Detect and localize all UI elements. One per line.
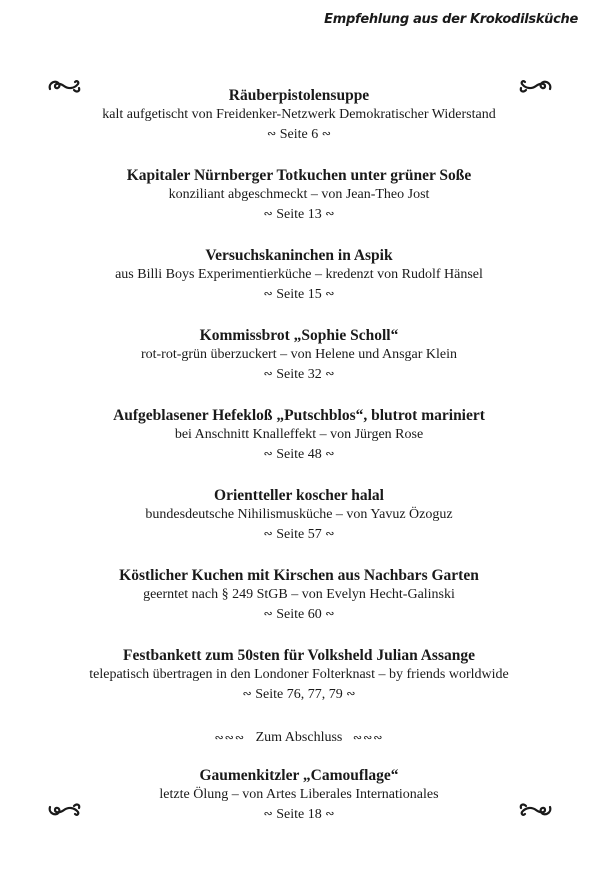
menu-list bbox=[0, 86, 598, 846]
entry-title: Orientteller koscher halal bbox=[214, 487, 384, 504]
right-flourish-icon: ∾ bbox=[346, 688, 356, 700]
entry-title: Aufgeblasener Hefekloß „Putschblos“, blutrot mariniert bbox=[113, 407, 485, 424]
menu-entry bbox=[0, 646, 598, 726]
entry-title: Köstlicher Kuchen mit Kirschen aus Nachbars Garten bbox=[119, 567, 479, 584]
entry-page-ref bbox=[0, 364, 598, 386]
menu-entry bbox=[0, 326, 598, 406]
entry-page: Seite 32 bbox=[276, 367, 322, 382]
entry-subtitle: bei Anschnitt Knalleffekt – von Jürgen Rose bbox=[174, 427, 424, 442]
left-flourish-icon: ∾ bbox=[263, 208, 273, 220]
entry-page-ref bbox=[0, 124, 598, 146]
entry-subtitle: rot-rot-grün überzuckert – von Helene und Ansgar Klein bbox=[140, 347, 458, 362]
entry-page-ref bbox=[0, 684, 598, 706]
entry-title: Gaumenkitzler „Camouflage“ bbox=[199, 767, 399, 784]
menu-entry bbox=[0, 246, 598, 326]
left-flourish-icon: ∾ bbox=[263, 288, 273, 300]
left-flourish-icon: ∾ bbox=[263, 608, 273, 620]
menu-entry bbox=[0, 86, 598, 166]
entry-page: Seite 48 bbox=[276, 447, 322, 462]
left-flourish-icon: ∾ bbox=[242, 688, 252, 700]
right-flourish-icon: ∾ bbox=[325, 448, 335, 460]
left-flourish-icon: ∾ bbox=[267, 128, 277, 140]
entry-page: Seite 15 bbox=[276, 287, 322, 302]
entry-subtitle: kalt aufgetischt von Freidenker-Netzwerk Demokratischer Widerstand bbox=[102, 107, 496, 122]
entry-page: Seite 57 bbox=[276, 527, 322, 542]
right-flourish-icon: ∾ bbox=[325, 808, 335, 820]
entry-subtitle: geerntet nach § 249 StGB – von Evelyn Hecht-Galinski bbox=[143, 587, 455, 602]
entry-title: Räuberpistolensuppe bbox=[228, 87, 370, 104]
right-flourish-icon: ∾ bbox=[325, 608, 335, 620]
entry-subtitle: konziliant abgeschmeckt – von Jean-Theo Jost bbox=[168, 187, 430, 202]
entry-page: Seite 76, 77, 79 bbox=[255, 687, 343, 702]
entry-page-ref bbox=[0, 204, 598, 226]
left-flourish-icon: ∾ bbox=[263, 368, 273, 380]
entry-page: Seite 6 bbox=[279, 127, 319, 142]
page-header-title: Empfehlung aus der Krokodilsküche bbox=[324, 12, 578, 27]
entry-page-ref bbox=[0, 804, 598, 826]
entry-page-ref bbox=[0, 604, 598, 626]
entry-title: Versuchskaninchen in Aspik bbox=[205, 247, 393, 264]
left-flourish-icon: ∾ bbox=[263, 448, 273, 460]
entry-page-ref bbox=[0, 284, 598, 306]
entry-page: Seite 18 bbox=[276, 807, 322, 822]
entry-page: Seite 60 bbox=[276, 607, 322, 622]
menu-entry bbox=[0, 566, 598, 646]
left-flourish-icon: ∾ bbox=[263, 808, 273, 820]
left-flourish-icon: ∾ bbox=[263, 528, 273, 540]
right-flourish-icon: ∾ bbox=[325, 288, 335, 300]
entry-subtitle: bundesdeutsche Nihilismusküche – von Yavuz Özoguz bbox=[145, 507, 453, 522]
entry-title: Festbankett zum 50sten für Volksheld Julian Assange bbox=[123, 647, 475, 664]
section-divider bbox=[0, 726, 598, 766]
menu-entry-final bbox=[0, 766, 598, 846]
right-flourish-icon: ∾ bbox=[325, 528, 335, 540]
divider-label: Zum Abschluss bbox=[255, 730, 343, 745]
entry-page-ref bbox=[0, 444, 598, 466]
left-flourish-icon: ∾∾∾ bbox=[214, 732, 246, 744]
right-flourish-icon: ∾∾∾ bbox=[352, 732, 384, 744]
entry-subtitle: telepatisch übertragen in den Londoner Folterknast – by friends worldwide bbox=[89, 667, 509, 682]
entry-page: Seite 13 bbox=[276, 207, 322, 222]
entry-page-ref bbox=[0, 524, 598, 546]
entry-title: Kapitaler Nürnberger Totkuchen unter grüner Soße bbox=[126, 167, 472, 184]
entry-title: Kommissbrot „Sophie Scholl“ bbox=[199, 327, 399, 344]
menu-entry bbox=[0, 406, 598, 486]
menu-entry bbox=[0, 486, 598, 566]
right-flourish-icon: ∾ bbox=[325, 208, 335, 220]
right-flourish-icon: ∾ bbox=[321, 128, 331, 140]
entry-subtitle: letzte Ölung – von Artes Liberales Internationales bbox=[159, 787, 439, 802]
entry-subtitle: aus Billi Boys Experimentierküche – kredenzt von Rudolf Hänsel bbox=[115, 267, 483, 282]
right-flourish-icon: ∾ bbox=[325, 368, 335, 380]
menu-entry bbox=[0, 166, 598, 246]
